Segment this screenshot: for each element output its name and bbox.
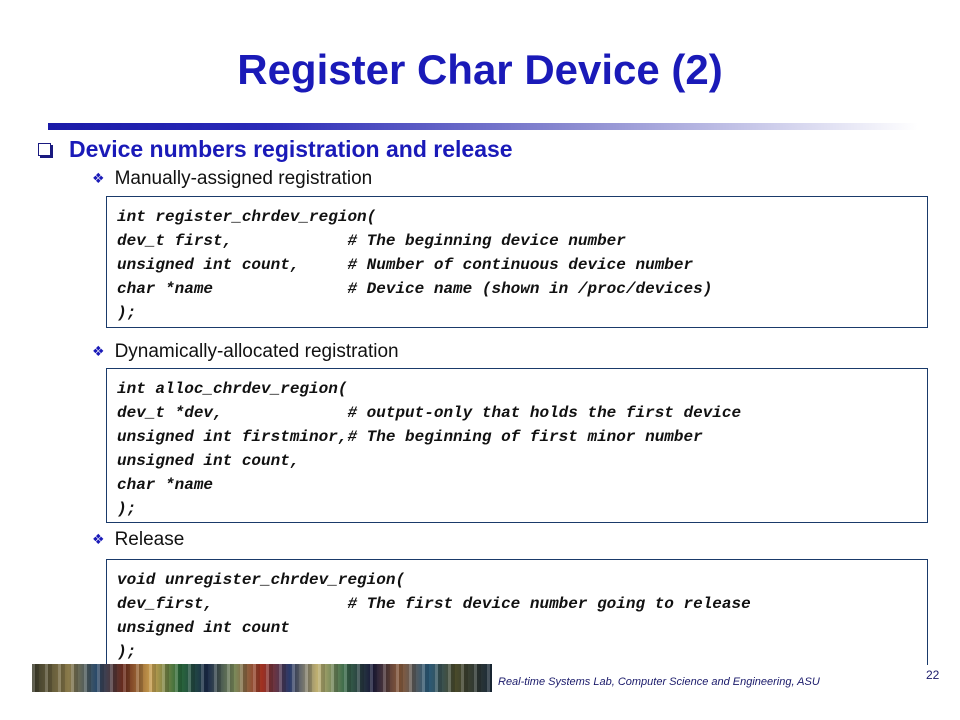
- code-line: dev_t *dev, # output-only that holds the first device: [117, 404, 742, 422]
- sub-bullet-text: Manually-assigned registration: [114, 168, 373, 189]
- code-block-register: [106, 196, 928, 328]
- code-line: void unregister_chrdev_region(: [117, 571, 406, 589]
- slide-title: Register Char Device (2): [237, 46, 723, 93]
- code-line: char *name # Device name (shown in /proc/devices): [117, 280, 713, 298]
- code-line: dev_t first, # The beginning device number: [117, 232, 626, 250]
- code-line: );: [117, 643, 137, 661]
- code-line: unsigned int count, # Number of continuous device number: [117, 256, 694, 274]
- footer-text: Real-time Systems Lab, Computer Science and Engineering, ASU: [498, 676, 820, 688]
- code-block-alloc: [106, 368, 928, 523]
- code-line: unsigned int firstminor,# The beginning of first minor number: [117, 428, 703, 446]
- code-line: int alloc_chrdev_region(: [117, 380, 348, 398]
- code-line: char *name: [117, 476, 214, 494]
- code-line: );: [117, 304, 137, 322]
- sub-bullet-text: Release: [114, 529, 185, 550]
- sub-bullet-text: Dynamically-allocated registration: [114, 341, 399, 362]
- title-underline: [48, 123, 918, 130]
- diamond-bullet-icon: ❖: [92, 344, 105, 360]
- code-block-unregister: [106, 559, 928, 665]
- code-line: unsigned int count,: [117, 452, 300, 470]
- square-bullet-icon: [38, 143, 51, 156]
- sub-bullet-dynamic: [92, 339, 399, 365]
- code-line: );: [117, 500, 137, 518]
- footer-decorative-image: [32, 664, 492, 692]
- code-line: dev_first, # The first device number going to release: [117, 595, 751, 613]
- sub-bullet-manual: [92, 166, 372, 192]
- sub-bullet-release: [92, 527, 184, 553]
- main-bullet: [38, 134, 513, 164]
- main-bullet-text: Device numbers registration and release: [69, 135, 513, 162]
- code-line: int register_chrdev_region(: [117, 208, 377, 226]
- page-number: 22: [926, 668, 940, 682]
- diamond-bullet-icon: ❖: [92, 171, 105, 187]
- diamond-bullet-icon: ❖: [92, 532, 105, 548]
- code-line: unsigned int count: [117, 619, 290, 637]
